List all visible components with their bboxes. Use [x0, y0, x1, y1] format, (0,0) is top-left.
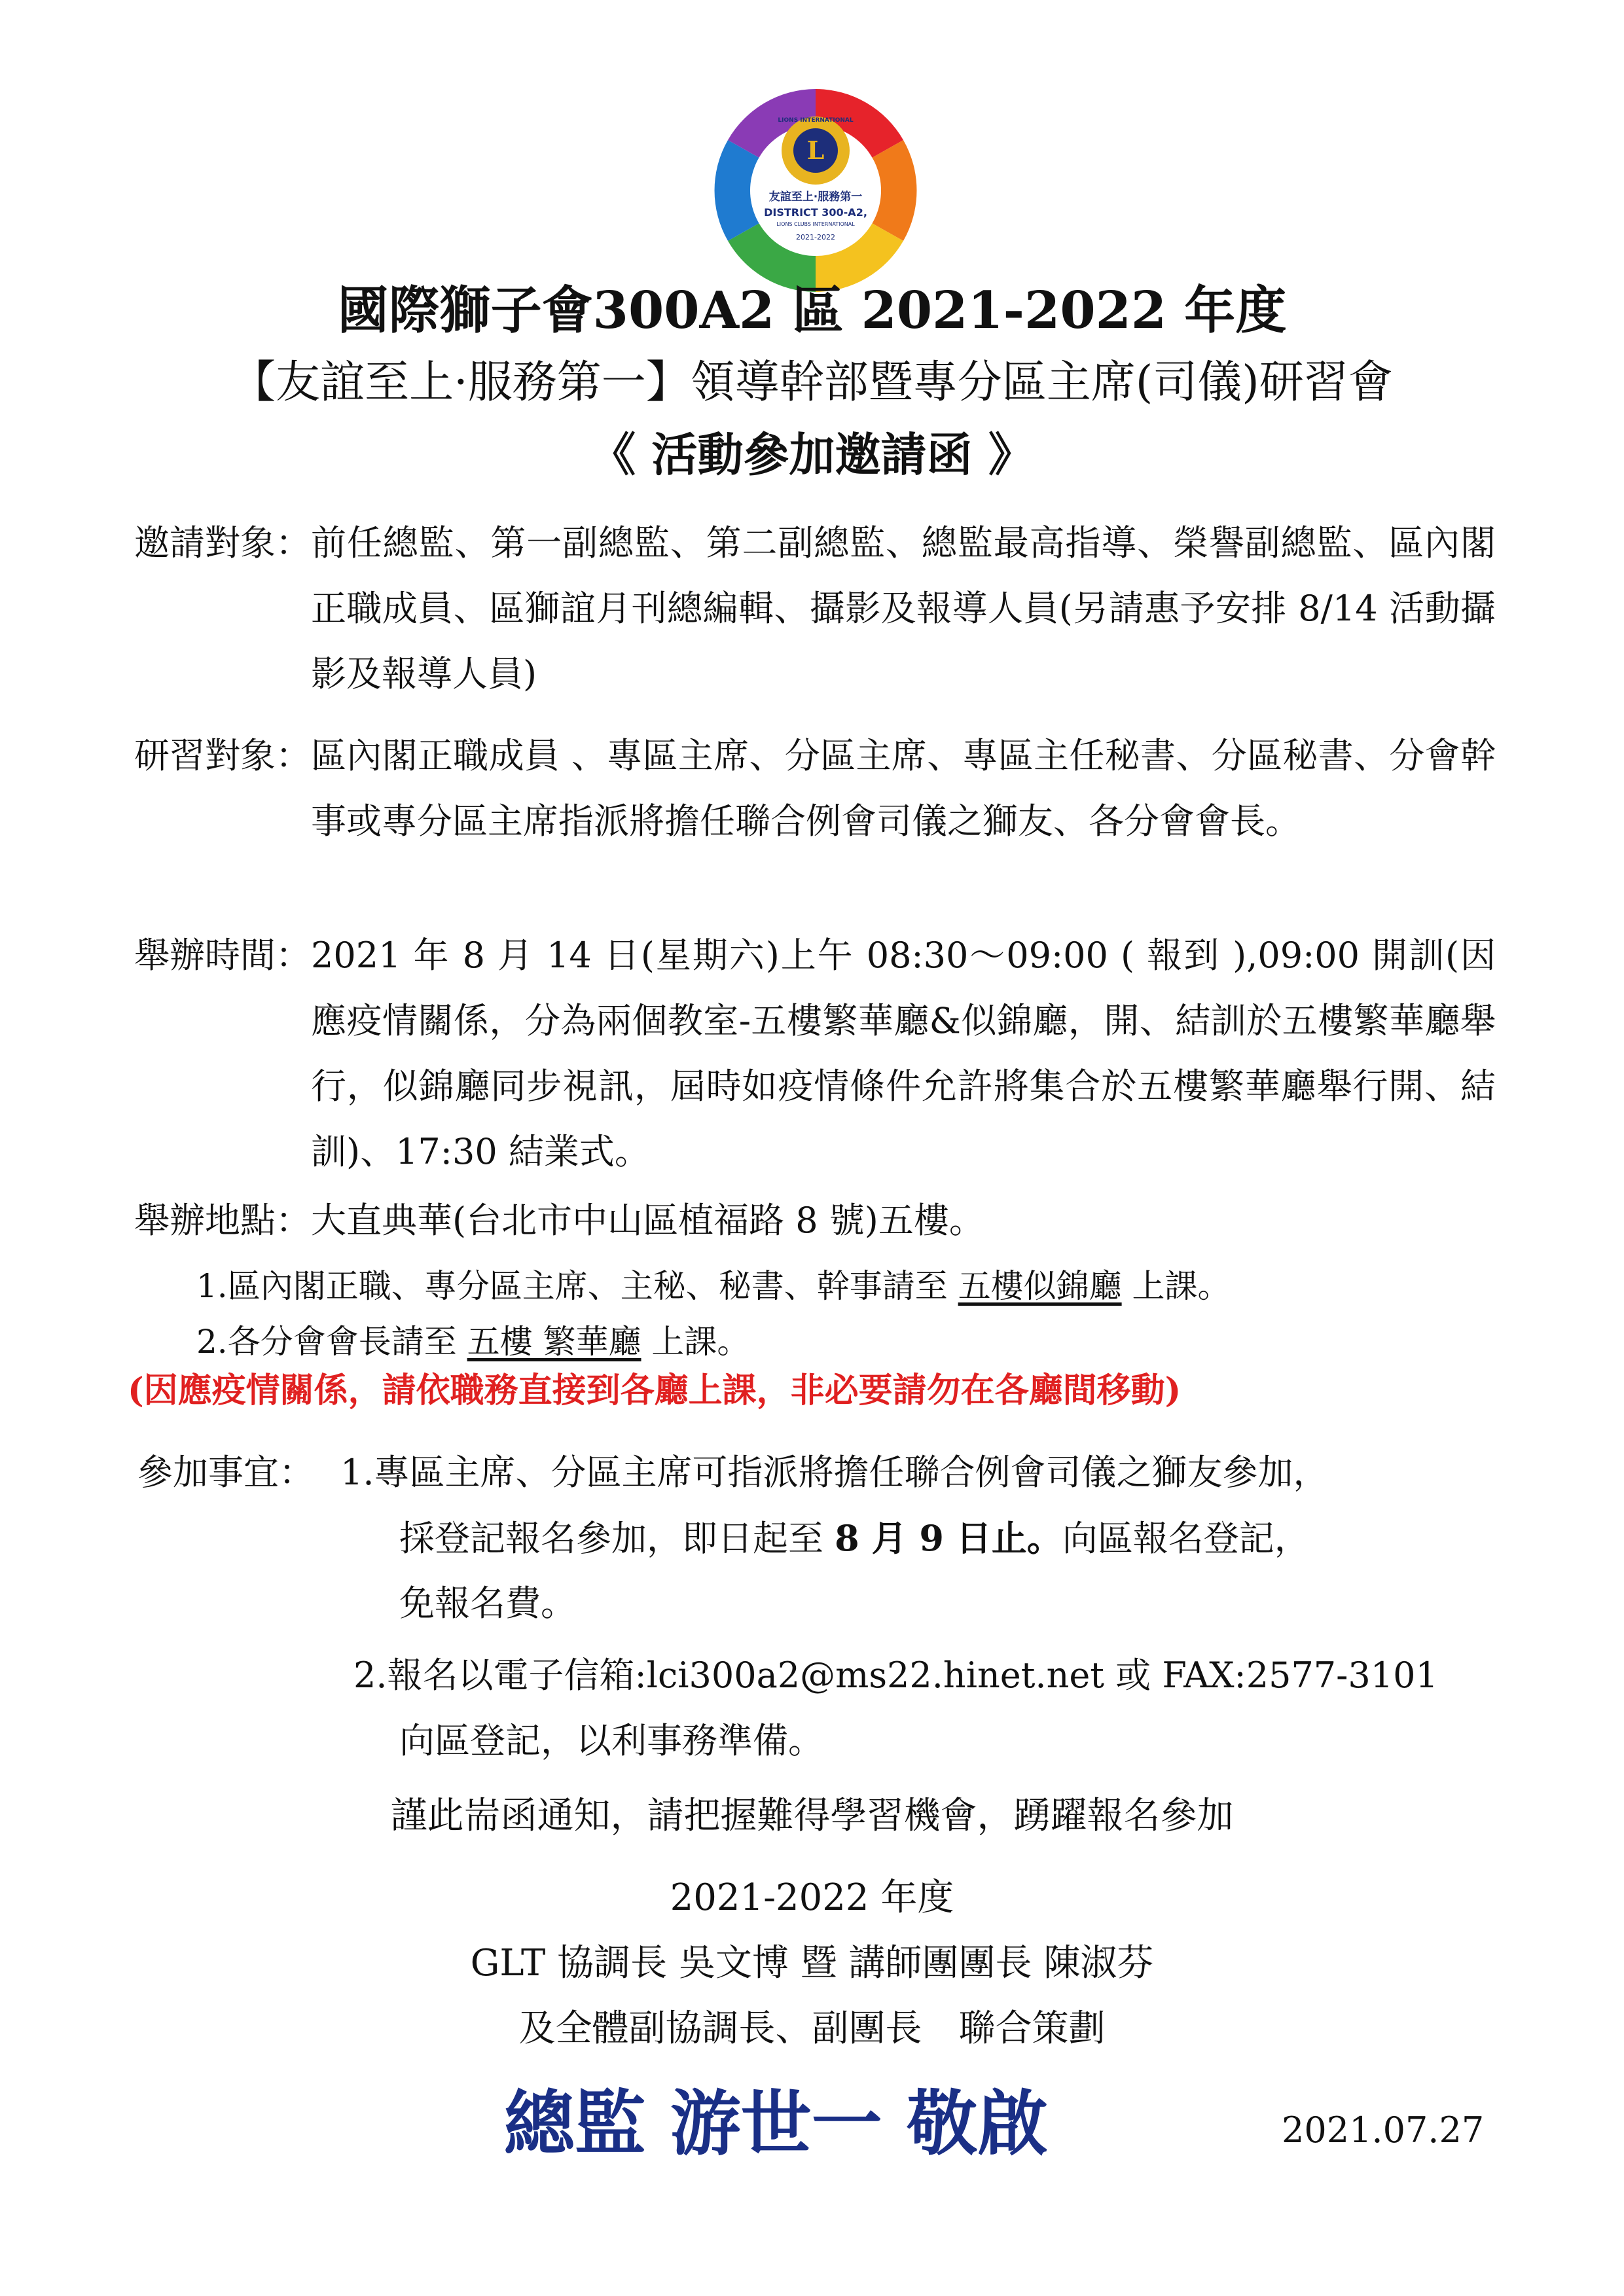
time-label: 舉辦時間： — [134, 935, 311, 976]
registration-item-2-line-1: 2.報名以電子信箱:lci300a2@ms22.hinet.net 或 FAX:2577-3101 — [353, 1655, 1438, 1696]
document-type-title: 《 活動參加邀請函 》 — [590, 427, 1034, 482]
logo-center-letter: L — [806, 135, 825, 165]
logo-year: 2021-2022 — [796, 233, 835, 242]
registration-label: 參加事宜： — [137, 1452, 314, 1493]
invitees-section — [134, 511, 1496, 707]
main-title: 國際獅子會300A2 區 2021-2022 年度 — [337, 281, 1287, 340]
registration-item-1-line-2 — [399, 1505, 1310, 1571]
venue-item-2-prefix: 2.各分會會長請至 — [196, 1323, 467, 1361]
registration-item-2-line-2: 向區登記，以利事務準備。 — [399, 1720, 823, 1761]
closing-call: 謹此耑函通知，請把握難得學習機會，踴躍報名參加 — [390, 1795, 1234, 1837]
closing-planners: 及全體副協調長、副團長 聯合策劃 — [518, 2007, 1106, 2050]
trainees-text: 區內閣正職成員 、專區主席、分區主席、專區主任秘書、分區秘書、分會幹事或專分區主席指派將擔任聯合例會司儀之獅友、各分會會長。 — [311, 735, 1496, 842]
venue-item-2-room: 五樓 繁華廳 — [467, 1323, 641, 1361]
venue-item-1-room: 五樓似錦廳 — [958, 1267, 1122, 1305]
venue-item-1 — [196, 1257, 1231, 1316]
closing-year: 2021-2022 年度 — [670, 1876, 954, 1919]
signature: 總監 游世一 敬啟 — [504, 2083, 1049, 2165]
venue-label: 舉辦地點： — [134, 1200, 311, 1241]
logo-org: LIONS CLUBS INTERNATIONAL — [776, 221, 855, 227]
registration-item-1-line-1: 1.專區主席、分區主席可指派將擔任聯合例會司儀之獅友參加， — [340, 1452, 1329, 1493]
registration-line-2-suffix: 向區報名登記， — [1062, 1518, 1310, 1559]
event-subtitle: 【友誼至上·服務第一】領導幹部暨專分區主席(司儀)研習會 — [231, 357, 1393, 408]
trainees-label: 研習對象： — [134, 735, 311, 776]
closing-organizers: GLT 協調長 吳文博 暨 講師團團長 陳淑芬 — [470, 1942, 1154, 1984]
registration-item-1-line-3: 免報名費。 — [399, 1583, 576, 1624]
venue-item-2-suffix: 上課。 — [641, 1323, 750, 1361]
venue-text: 大直典華(台北市中山區植福路 8 號)五樓。 — [311, 1200, 984, 1241]
logo-district: DISTRICT 300-A2, — [764, 206, 867, 219]
covid-notice: (因應疫情關係，請依職務直接到各廳上課，非必要請勿在各廳間移動) — [128, 1371, 1182, 1410]
registration-deadline: 8 月 9 日止。 — [835, 1517, 1062, 1559]
logo-motto: 友誼至上·服務第一 — [768, 190, 863, 204]
venue-item-1-suffix: 上課。 — [1121, 1267, 1231, 1305]
invitees-label: 邀請對象： — [134, 522, 311, 564]
time-text: 2021 年 8 月 14 日(星期六)上午 08:30～09:00 ( 報到 ),09:00 開訓(因應疫情關係，分為兩個教室-五樓繁華廳&似錦廳，開、結訓於五樓繁華廳舉行，似錦廳同步視訊，屆時如疫情條件允許將集合於五樓繁華廳舉行開、結訓)、17:30 結業式。 — [311, 935, 1496, 1172]
time-section — [134, 923, 1496, 1185]
venue-item-1-prefix: 1.區內閣正職、專分區主席、主秘、秘書、幹事請至 — [196, 1267, 958, 1305]
lions-district-logo — [710, 85, 921, 296]
registration-line-2-prefix: 採登記報名參加，即日起至 — [399, 1518, 835, 1559]
signature-date: 2021.07.27 — [1282, 2109, 1485, 2151]
venue-section — [134, 1188, 1496, 1253]
logo-ring-text: LIONS INTERNATIONAL — [778, 117, 854, 124]
trainees-section — [134, 723, 1496, 854]
invitees-text: 前任總監、第一副總監、第二副總監、總監最高指導、榮譽副總監、區內閣正職成員、區獅誼月刊總編輯、攝影及報導人員(另請惠予安排 8/14 活動攝影及報導人員) — [311, 522, 1496, 694]
